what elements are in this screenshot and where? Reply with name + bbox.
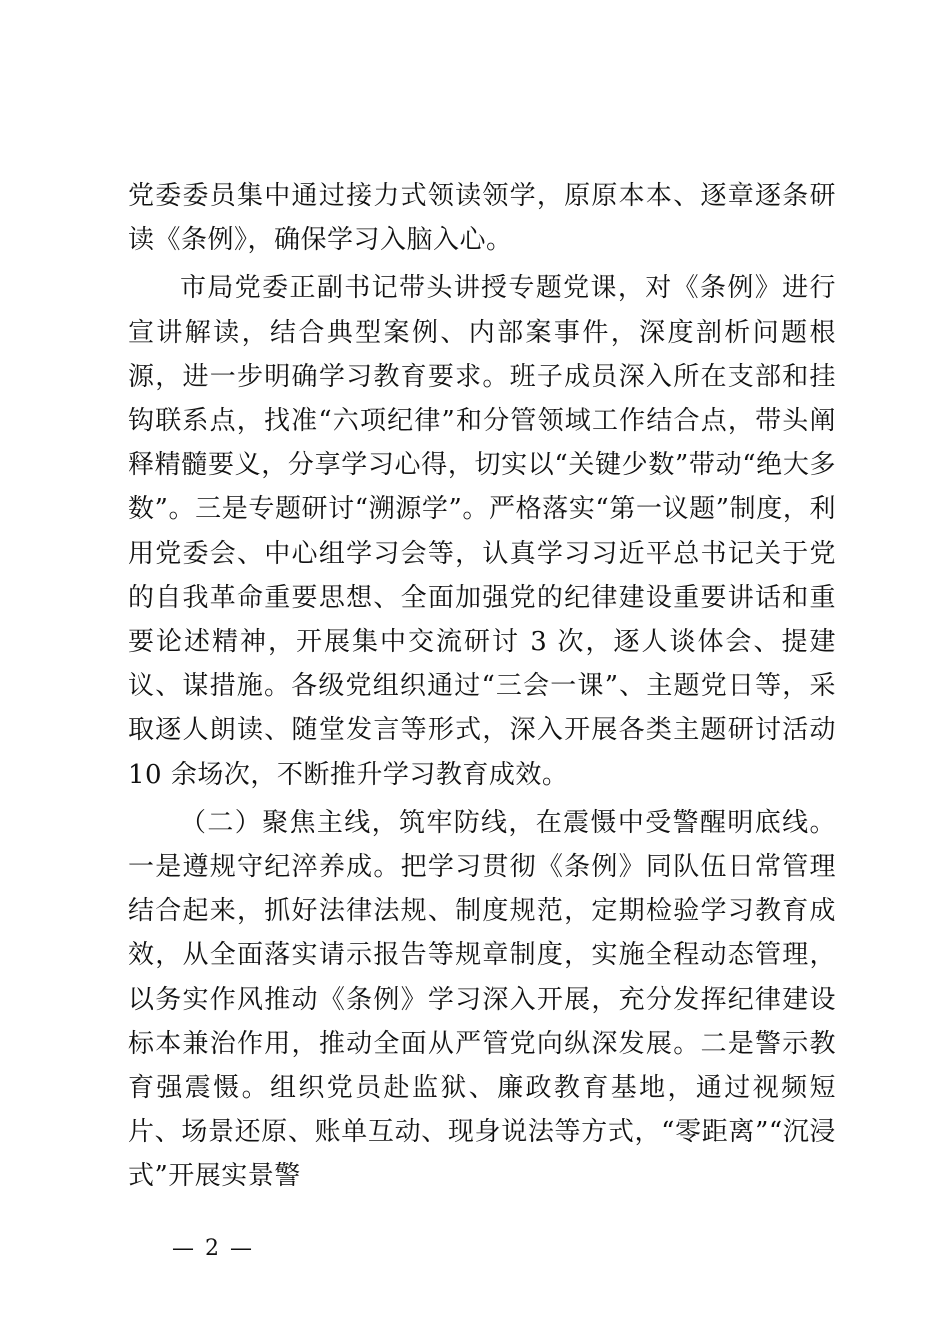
document-body	[128, 174, 836, 1203]
paragraph-3: （二）聚焦主线，筑牢防线，在震慑中受警醒明底线。一是遵规守纪淬养成。把学习贯彻《条例》同队伍日常管理结合起来，抓好法律法规、制度规范，定期检验学习教育成效，从全面落实请示报告等规章制度，实施全程动态管理，以务实作风推动《条例》学习深入开展，充分发挥纪律建设标本兼治作用，推动全面从严管党向纵深发展。二是警示教育强震慑。组织党员赴监狱、廉政教育基地，通过视频短片、场景还原、账单互动、现身说法等方式，“零距离”“沉浸式”开展实景警	[128, 807, 836, 1192]
paragraph-2: 市局党委正副书记带头讲授专题党课，对《条例》进行宣讲解读，结合典型案例、内部案事件，深度剖析问题根源，进一步明确学习教育要求。班子成员深入所在支部和挂钩联系点，找准“六项纪律”和分管领域工作结合点，带头阐释精髓要义，分享学习心得，切实以“关键少数”带动“绝大多数”。三是专题研讨“溯源学”。严格落实“第一议题”制度，利用党委会、中心组学习会等，认真学习习近平总书记关于党的自我革命重要思想、全面加强党的纪律建设重要讲话和重要论述精神，开展集中交流研讨 3 次，逐人谈体会、提建议、谋措施。各级党组织通过“三会一课”、主题党日等，采取逐人朗读、随堂发言等形式，深入开展各类主题研讨活动 10 余场次，不断推升学习教育成效。	[128, 273, 836, 790]
paragraph-1: 党委委员集中通过接力式领读领学，原原本本、逐章逐条研读《条例》，确保学习入脑入心。	[128, 181, 836, 256]
page-number: — 2 —	[172, 1236, 254, 1261]
